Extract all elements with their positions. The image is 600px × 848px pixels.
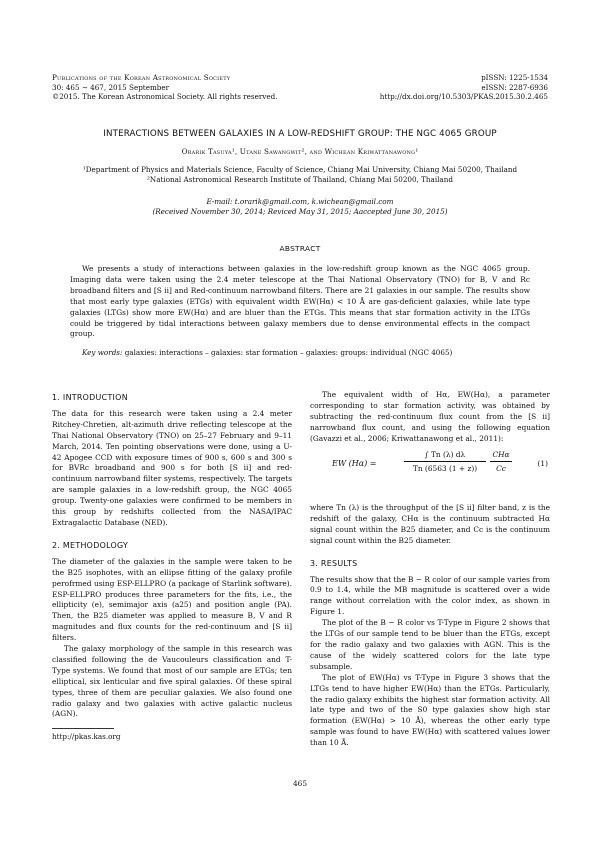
abstract-heading: ABSTRACT (279, 244, 321, 253)
intro-heading: 1. INTRODUCTION (52, 393, 128, 402)
ew-paragraph-2: where Tn (λ) is the throughput of the [S ii] filter band, z is the redshift of the galaxy, CHα is the continuum subtracted Hα signal count within the B25 diameter, and Cc is the continuum signal count within the B25 diameter. (310, 503, 550, 545)
equation-fraction-1 (404, 450, 486, 473)
received-dates: (Received November 30, 2014; Reviced May 31, 2015; Aaccepted June 30, 2015) (152, 207, 448, 216)
equation-1 (310, 446, 548, 490)
eissn: eISSN: 2287-6936 (481, 82, 548, 92)
equation-lhs: EW (Hα) = (332, 459, 377, 468)
equation-numerator-2: CHα (490, 450, 512, 462)
left-column (52, 393, 292, 720)
results-paragraph-1: The results show that the B − R color of our sample varies from 0.9 to 1.4, while the MB magnitude is scattered over a wide range without correlation with the color index, as shown in Figure 1. (310, 574, 550, 617)
abstract-text: We presents a study of interactions between galaxies in the low-redshift group known as the NGC 4065 group. Imaging data were taken using the 2.4 meter telescope at the Thai National Observatory (TNO) for B, V and Rc broadband filters and [S ii] and Red-continuum narrowband filters. There are 21 galaxies in our sample. The results show that most early type galaxies (ETGs) with equivalent width EW(Hα) < 10 Å are gas-deficient galaxies, while late type galaxies (LTGs) show more EW(Hα) and are bluer than the ETGs. This means that star formation activity in the LTGs could be triggered by tidal interactions between galaxy members due to dense environmental effects in the compact group. (70, 264, 530, 339)
equation-denominator-1: Tn (6563 (1 + z)) (412, 464, 478, 473)
right-column-top (310, 390, 550, 445)
pissn: pISSN: 1225-1534 (481, 73, 548, 82)
footnote-rule (52, 728, 114, 729)
email-line: E-mail: t.orarik@gmail.com, k.wichean@gmail.com (206, 197, 394, 206)
results-paragraph-2: The plot of the B − R color vs T-Type in Figure 2 shows that the LTGs of our sample tend to be bluer than the ETGs, except for the radio galaxy and two galaxies with AGN. This is the cause of the widely scattered colors for the late type subsample. (310, 618, 550, 671)
equation-denominator-2: Cc (496, 464, 506, 473)
keywords-text: galaxies: interactions – galaxies: star formation – galaxies: groups: individual (NGC 4065) (124, 348, 453, 357)
paper-title: INTERACTIONS BETWEEN GALAXIES IN A LOW-REDSHIFT GROUP: THE NGC 4065 GROUP (103, 129, 497, 139)
methodology-paragraph-1: The diameter of the galaxies in the sample were taken to be the B25 isophotes, with an ellipse fitting of the galaxy profile perofrmed using ESP-ELLPRO (a package of Starlink software). ESP-ELLPRO produces three parameters for the fits, i.e., the ellipticity (e), semimajor axis (a25) and position angle (PA). Then, the B25 diameter was applied to measure B, V and R magnitudes and flux counts for the red-continuum and [S ii] filters. (52, 556, 292, 643)
intro-paragraph: The data for this research were taken using a 2.4 meter Ritchey-Chretien, alt-azimuth drive reflecting telescope at the Thai National Observatory (TNO) on 25–27 February and 9–11 March, 2014. Ten pointing observations were done, using a U-42 Apogee CCD with exposure times of 900 s, 600 s and 300 s for BVRc broadband and 900 s for both [S ii] and red-continuum narrowband filter systems, respectively. The targets are sample galaxies in a low-redshift group, the NGC 4065 group. Twenty-one galaxies were confirmed to be members in this group by redshifts collected from the NASA/IPAC Extragalactic Database (NED). (52, 408, 292, 527)
ew-paragraph-1: The equivalent width of Hα, EW(Hα), a parameter corresponding to star formation activity, was obtained by subtracting the red-continuum flux count from the [S ii] narrowband flux count, and using the following equation (Gavazzi et al., 2006; Kriwattanawong et al., 2011): (310, 390, 550, 443)
methodology-paragraph-2: The galaxy morphology of the sample in this research was classified following the de Vaucouleurs classification and T-Type systems. We found that most of our sample are ETGs; ten elliptical, six lenticular and five spiral galaxies. Of these spiral types, three of them are peculiar galaxies. We also found one radio galaxy and two galaxies with active galactic nucleus (AGN). (52, 644, 292, 719)
journal-name: Publications of the Korean Astronomical Society (52, 73, 231, 82)
equation-numerator-1: ∫ Tn (λ) dλ (404, 450, 486, 462)
footnote-url[interactable]: http://pkas.kas.org (52, 732, 121, 741)
right-column-bottom (310, 503, 550, 749)
results-heading: 3. RESULTS (310, 558, 358, 568)
doi-link[interactable]: http://dx.doi.org/10.5303/PKAS.2015.30.2.465 (379, 92, 548, 101)
author-list: Orarik Tasuya¹, Utane Sawangwit², and Wichean Kriwattanawong¹ (181, 147, 419, 156)
equation-fraction-2 (490, 450, 512, 473)
keywords-label: Key words: (82, 348, 123, 357)
keywords (82, 348, 530, 357)
affiliation-1: ¹Department of Physics and Materials Science, Faculty of Science, Chiang Mai University, Chiang Mai 50200, Thailand (82, 165, 518, 174)
volume-line: 30: 465 ∼ 467, 2015 September (52, 82, 170, 92)
equation-number: (1) (537, 459, 548, 468)
affiliation-2: ²National Astronomical Research Institute of Thailand, Chiang Mai 50200, Thailand (147, 174, 453, 184)
methodology-heading: 2. METHODOLOGY (52, 540, 129, 550)
issn-block (300, 73, 548, 102)
page-number: 465 (292, 779, 308, 788)
affiliations (0, 165, 600, 184)
results-paragraph-3: The plot of EW(Hα) vs T-Type in Figure 3 shows that the LTGs tend to have higher EW(Hα) than the ETGs. Particularly, the radio galaxy exhibits the highest star formation activity. All late type and two of the S0 type galaxies show high star formation (EW(Hα) > 10 Å), whereas the other early type sample was found to have EW(Hα) with scattered values lower than 10 Å. (310, 672, 550, 748)
copyright-line: ©2015. The Korean Astronomical Society. All rights reserved. (52, 92, 278, 101)
